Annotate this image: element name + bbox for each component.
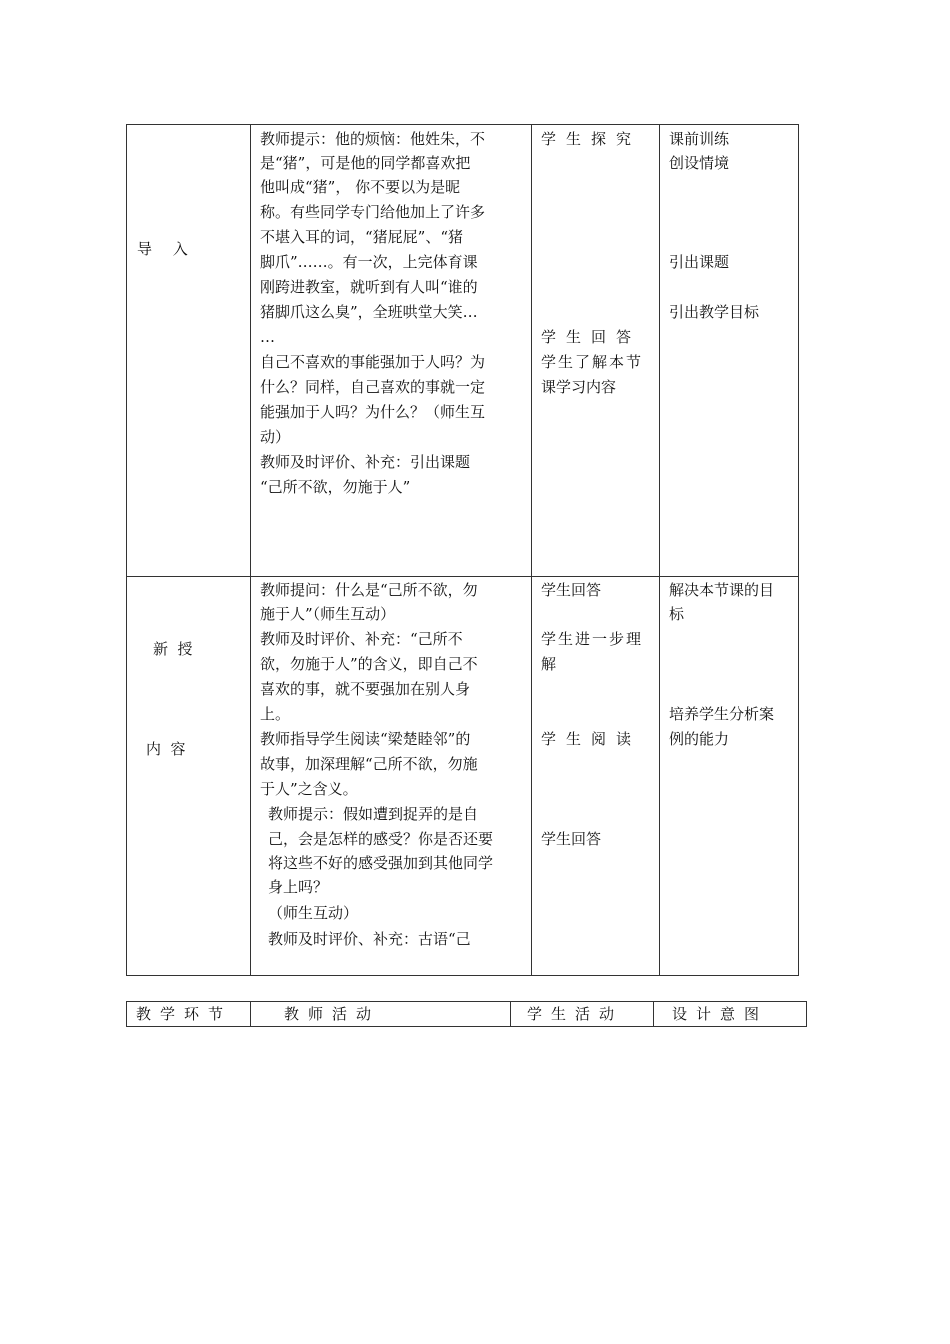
teacher-text-line: 施于人”（师生互动） xyxy=(260,605,396,623)
stage-label: 导 入 xyxy=(137,240,196,258)
student-text-line: 学生进一步理 xyxy=(541,630,644,648)
teacher-text-line: 身上吗？ xyxy=(268,878,329,896)
lesson-table xyxy=(126,124,799,976)
design-intent-cell xyxy=(660,125,798,576)
teacher-text-line: 故事，加深理解“己所不欲，勿施 xyxy=(260,755,478,773)
header-row xyxy=(127,1002,806,1026)
student-activity-cell xyxy=(532,125,660,576)
design-text-line: 课前训练 xyxy=(669,130,730,148)
teacher-text-line: 己，会是怎样的感受？你是否还要 xyxy=(268,830,494,848)
table-row-intro xyxy=(127,125,798,577)
teacher-text-line: 教师指导学生阅读“梁楚睦邻”的 xyxy=(260,730,471,748)
student-activity-cell xyxy=(532,577,660,975)
student-text-line: 学生探究 xyxy=(541,130,642,148)
teacher-text-line: 教师及时评价、补充：“己所不 xyxy=(260,630,463,648)
design-intent-cell xyxy=(660,577,798,975)
teacher-text-line: 他叫成“猪”， 你不要以为是昵 xyxy=(260,178,461,196)
header-cell-design xyxy=(654,1002,806,1026)
student-text-line: 课学习内容 xyxy=(541,378,617,396)
teacher-text-line: 于人”之含义。 xyxy=(260,780,358,798)
teacher-text-line: 上。 xyxy=(260,705,291,723)
teacher-text-line: 猪脚爪这么臭”，全班哄堂大笑… xyxy=(260,303,478,321)
student-text-line: 解 xyxy=(541,655,557,673)
teacher-text-line: 动） xyxy=(260,428,291,446)
stage-label: 新 授 xyxy=(153,640,193,658)
teacher-text-line: 欲，勿施于人”的含义，即自己不 xyxy=(260,655,478,673)
design-text-line: 引出课题 xyxy=(669,253,730,271)
teacher-text-line: 是“猪”，可是他的同学都喜欢把 xyxy=(260,154,471,172)
teacher-text-line: 教师提问：什么是“己所不欲，勿 xyxy=(260,581,478,599)
table-row-new-content xyxy=(127,577,798,975)
column-header-stage: 教学环节 xyxy=(136,1005,233,1023)
design-text-line: 引出教学目标 xyxy=(669,303,760,321)
teacher-text-line: 教师及时评价、补充：古语“己 xyxy=(268,930,471,948)
teacher-text-line: 喜欢的事，就不要强加在别人身 xyxy=(260,680,471,698)
teacher-text-line: （师生互动） xyxy=(268,904,359,922)
stage-cell xyxy=(127,125,251,576)
column-header-teacher: 教师活动 xyxy=(284,1005,381,1023)
design-text-line: 标 xyxy=(669,605,685,623)
teacher-text-line: 自己不喜欢的事能强加于人吗？为 xyxy=(260,353,486,371)
teacher-text-line: 称。有些同学专门给他加上了许多 xyxy=(260,203,486,221)
teacher-text-line: 脚爪”……。有一次，上完体育课 xyxy=(260,253,478,271)
teacher-text-line: 教师及时评价、补充：引出课题 xyxy=(260,453,471,471)
stage-cell xyxy=(127,577,251,975)
teacher-text-line: … xyxy=(260,328,275,346)
teacher-text-line: 不堪入耳的词，“猪屁屁”、“猪 xyxy=(260,228,464,246)
student-text-line: 学生了解本节 xyxy=(541,353,644,371)
teacher-text-line: 什么？同样，自己喜欢的事就一定 xyxy=(260,378,486,396)
teacher-text-line: 刚跨进教室，就听到有人叫“谁的 xyxy=(260,278,478,296)
header-cell-teacher xyxy=(251,1002,511,1026)
teacher-text-line: 教师提示：假如遭到捉弄的是自 xyxy=(268,805,479,823)
design-text-line: 培养学生分析案 xyxy=(669,705,775,723)
teacher-text-line: “己所不欲，勿施于人” xyxy=(260,478,411,496)
header-table xyxy=(126,1001,807,1027)
header-cell-stage xyxy=(127,1002,251,1026)
teacher-activity-cell xyxy=(251,577,532,975)
student-text-line: 学生回答 xyxy=(541,830,602,848)
teacher-text-line: 将这些不好的感受强加到其他同学 xyxy=(268,854,494,872)
header-cell-student xyxy=(511,1002,654,1026)
column-header-design: 设计意图 xyxy=(672,1005,769,1023)
design-text-line: 创设情境 xyxy=(669,154,730,172)
design-text-line: 例的能力 xyxy=(669,730,730,748)
column-header-student: 学生活动 xyxy=(527,1005,624,1023)
design-text-line: 解决本节课的目 xyxy=(669,581,775,599)
student-text-line: 学生阅读 xyxy=(541,730,642,748)
teacher-text-line: 教师提示：他的烦恼：他姓朱，不 xyxy=(260,130,486,148)
stage-label: 内 容 xyxy=(146,740,186,758)
student-text-line: 学生回答 xyxy=(541,328,642,346)
student-text-line: 学生回答 xyxy=(541,581,602,599)
teacher-activity-cell xyxy=(251,125,532,576)
teacher-text-line: 能强加于人吗？为什么？（师生互 xyxy=(260,403,486,421)
